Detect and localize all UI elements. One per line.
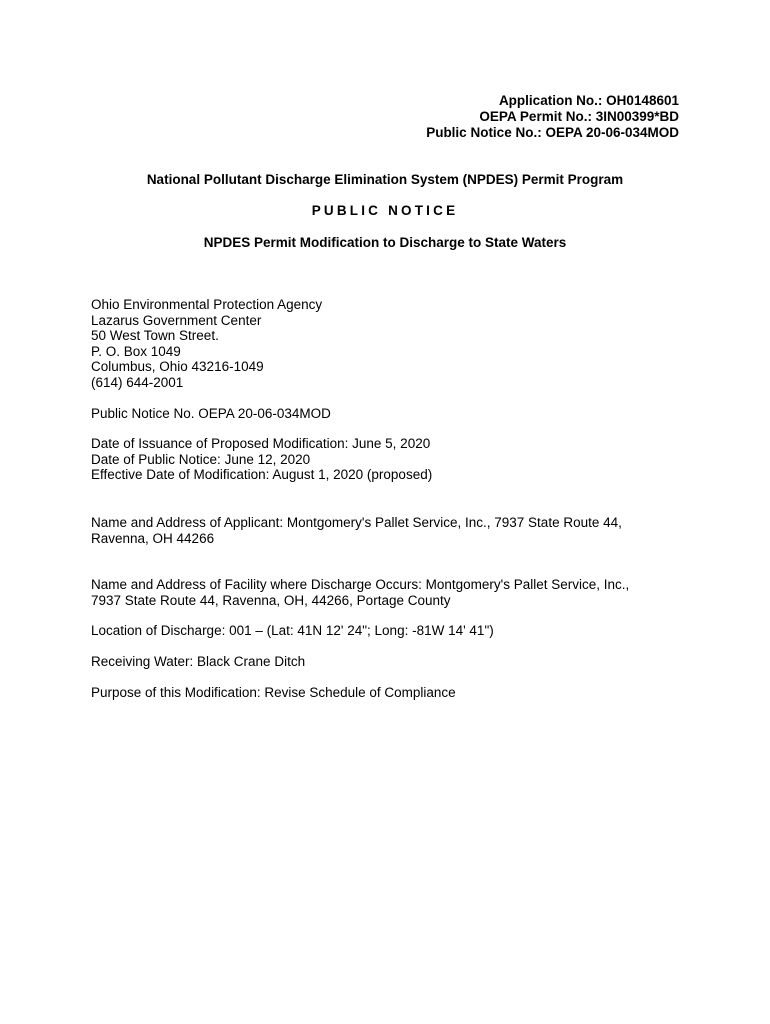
public-notice-date: Date of Public Notice: June 12, 2020 — [91, 451, 311, 467]
facility-line-2: 7937 State Route 44, Ravenna, OH, 44266, Portage County — [91, 592, 451, 608]
agency-street: 50 West Town Street. — [91, 328, 219, 344]
public-notice-heading: PUBLIC NOTICE — [311, 203, 459, 218]
permit-identifiers — [426, 93, 679, 141]
oepa-permit-number: OEPA Permit No.: 3IN00399*BD — [479, 109, 679, 124]
agency-name: Ohio Environmental Protection Agency — [91, 297, 323, 312]
agency-po-box: P. O. Box 1049 — [91, 343, 181, 359]
modification-title: NPDES Permit Modification to Discharge to State Waters — [203, 235, 567, 250]
facility-line-1: Name and Address of Facility where Discharge Occurs: Montgomery's Pallet Service, Inc., — [91, 577, 630, 592]
applicant-line-2: Ravenna, OH 44266 — [91, 530, 215, 546]
agency-building: Lazarus Government Center — [91, 312, 262, 328]
effective-date: Effective Date of Modification: August 1, 2020 (proposed) — [91, 467, 433, 483]
receiving-water: Receiving Water: Black Crane Ditch — [91, 654, 306, 669]
location-of-discharge: Location of Discharge: 001 – (Lat: 41N 12' 24"; Long: -81W 14' 41") — [91, 623, 494, 638]
issuance-date: Date of Issuance of Proposed Modification: June 5, 2020 — [91, 436, 431, 451]
public-notice-number: Public Notice No.: OEPA 20-06-034MOD — [426, 125, 679, 140]
notice-number-line: Public Notice No. OEPA 20-06-034MOD — [91, 406, 331, 421]
agency-phone: (614) 644-2001 — [91, 374, 184, 390]
modification-purpose: Purpose of this Modification: Revise Schedule of Compliance — [91, 685, 456, 700]
program-title: National Pollutant Discharge Elimination System (NPDES) Permit Program — [146, 172, 624, 187]
agency-city: Columbus, Ohio 43216-1049 — [91, 359, 264, 375]
applicant-line-1: Name and Address of Applicant: Montgomery's Pallet Service, Inc., 7937 State Route 44, — [91, 515, 622, 530]
notice-dates — [91, 436, 432, 483]
agency-address — [91, 297, 322, 391]
application-number: Application No.: OH0148601 — [498, 93, 679, 108]
applicant-info — [91, 515, 622, 546]
facility-info — [91, 577, 629, 608]
